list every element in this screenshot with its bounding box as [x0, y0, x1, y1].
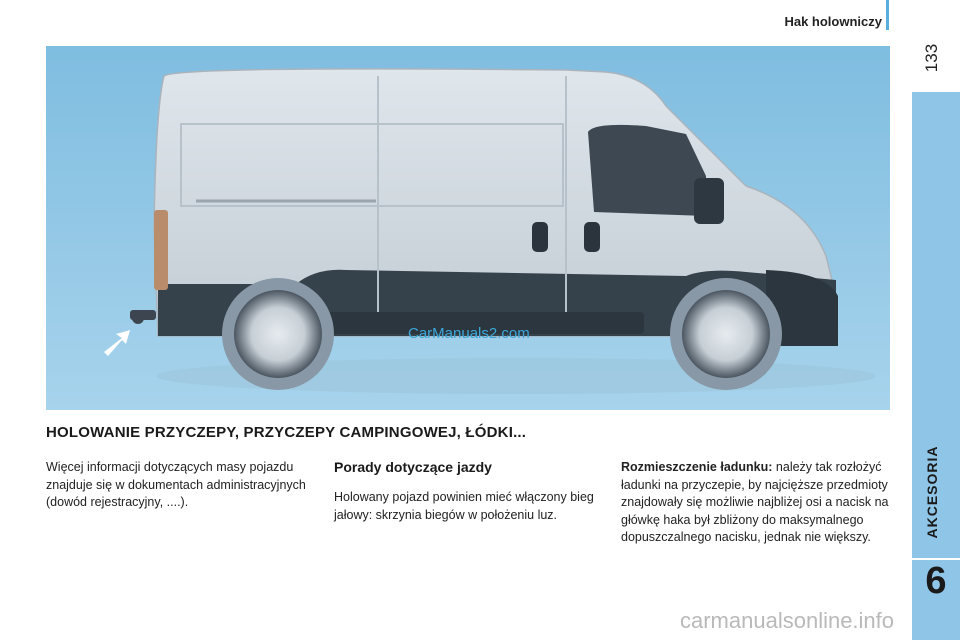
running-header: Hak holowniczy [784, 14, 882, 29]
load-distribution-label: Rozmieszczenie ładunku: [621, 460, 773, 474]
chapter-label: AKCESORIA [924, 445, 940, 539]
footer-watermark: carmanualsonline.info [680, 608, 895, 633]
subheading-driving-tips: Porady dotyczące jazdy [334, 459, 492, 475]
header-accent-bar [886, 0, 889, 30]
page-number: 133 [922, 43, 941, 73]
load-distribution-text: należy tak rozłożyć ładunki na przyczepie, by najcięższe przedmioty znajdowały się możliwie najbliżej osi a nacisk na główkę haka był zbliżony do maksymalnego dopuszczalnego nacisku, jednak nie większy. [621, 460, 889, 544]
watermark-text: CarManuals2.com [408, 325, 530, 342]
chapter-number: 6 [925, 560, 947, 602]
paragraph-driving-tips: Holowany pojazd powinien mieć włączony bieg jałowy: skrzynia biegów w położeniu luz. [334, 490, 594, 522]
van-illustration [46, 46, 890, 410]
paragraph-weight-info: Więcej informacji dotyczących masy pojazdu znajduje się w dokumentach administracyjnych (dowód rejestracyjny, ....). [46, 460, 306, 509]
paragraph-load-distribution [621, 459, 896, 547]
section-title: HOLOWANIE PRZYCZEPY, PRZYCZEPY CAMPINGOWEJ, ŁÓDKI... [46, 424, 527, 441]
